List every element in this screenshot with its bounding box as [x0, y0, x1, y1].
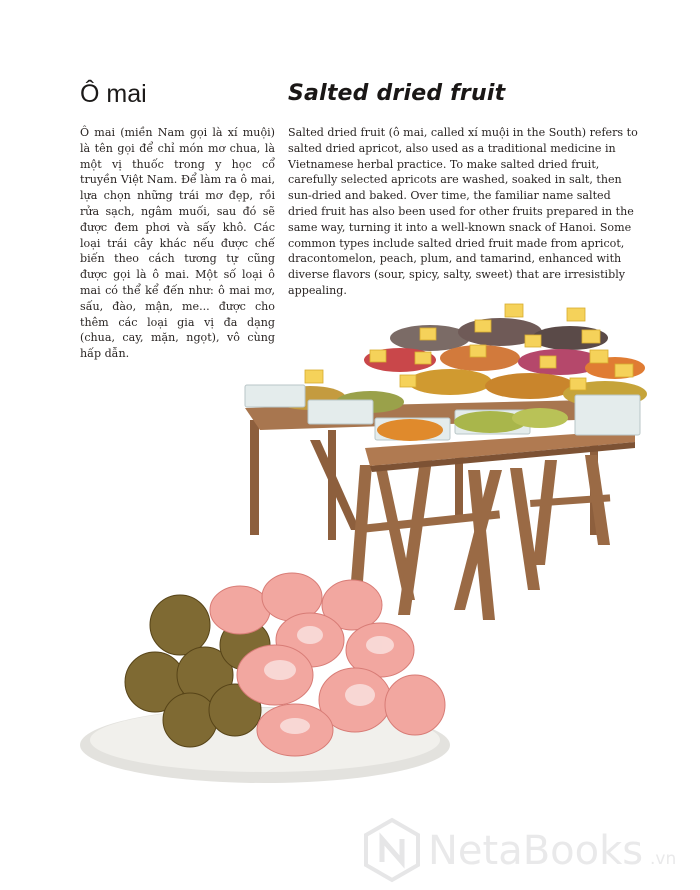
market-stall-illustration [245, 304, 647, 620]
dried-fruit-plate-illustration [80, 573, 450, 783]
trestle-leg [533, 460, 557, 565]
price-tag [475, 320, 491, 332]
title-vietnamese: Ô mai [80, 80, 147, 108]
dried-dracontomelon [163, 693, 217, 747]
fruit-heap [408, 369, 492, 395]
price-tag [470, 345, 486, 357]
dried-dracontomelon [150, 595, 210, 655]
fruit-heap [377, 419, 443, 441]
fruit-heap [512, 408, 568, 428]
trestle-leg [398, 460, 432, 615]
fruit-heap [485, 373, 575, 399]
price-tag [590, 350, 608, 363]
body-english: Salted dried fruit (ô mai, called xí muội in the South) refers to salted dried apricot, also used as a traditional medicine in Vietnamese herbal practice. To make salted dried fruit, carefully selected apricots are washed, soaked in salt, then sun-dried and baked. Over time, the familiar name salted dried fruit has also been used for other fruits prepared in the same way, turning it into a well-known snack of Hanoi. Some common types include salted dried fruit made from apricot, dracontomelon, peach, plum, and tamarind, enhanced with diverse flavors (sour, spicy, salty, sweet) that are irresistibly appealing. [288, 126, 638, 297]
glass-tray [308, 400, 373, 424]
title-english: Salted dried fruit [288, 81, 506, 106]
netabooks-logo-icon [366, 820, 418, 880]
price-tag [525, 335, 541, 347]
price-tag [415, 352, 431, 364]
price-tag [505, 304, 523, 317]
english-column [288, 80, 640, 299]
watermark-suffix: .vn [650, 849, 677, 869]
price-tag [567, 308, 585, 321]
glass-tray [245, 385, 305, 407]
salted-apricot [385, 675, 445, 735]
watermark-brand: NetaBooks [428, 828, 644, 874]
price-tag [615, 364, 633, 377]
trestle-leg [510, 468, 540, 590]
price-tag [540, 356, 556, 368]
price-tag [582, 330, 600, 343]
price-tag [370, 350, 386, 362]
salted-apricot [210, 586, 270, 634]
price-tag [570, 378, 586, 390]
netabooks-watermark [362, 815, 692, 885]
table-leg [250, 420, 259, 535]
dried-fruit-illustration [70, 290, 700, 810]
body-vietnamese: Ô mai (miền Nam gọi là xí muội) là tên gọi để chỉ món mơ chua, là một vị thuốc trong y học cổ truyền Việt Nam. Để làm ra ô mai, lựa chọn những trái mơ đẹp, rồi rửa sạch, ngâm muối, sau đó sẽ được đem phơi và sấy khô. Các loại trái cây khác nếu được chế biến theo cách tương tự cũng được gọi là ô mai. Một số loại ô mai có thể kể đến như: ô mai mơ, sấu, đào, mận, me... được cho thêm các loại gia vị đa dạng (chua, cay, mặn, ngọt), vô cùng hấp dẫn. [80, 126, 275, 361]
price-tag [420, 328, 436, 340]
glass-tray [575, 395, 640, 435]
price-tag [400, 375, 416, 387]
price-tag [305, 370, 323, 383]
